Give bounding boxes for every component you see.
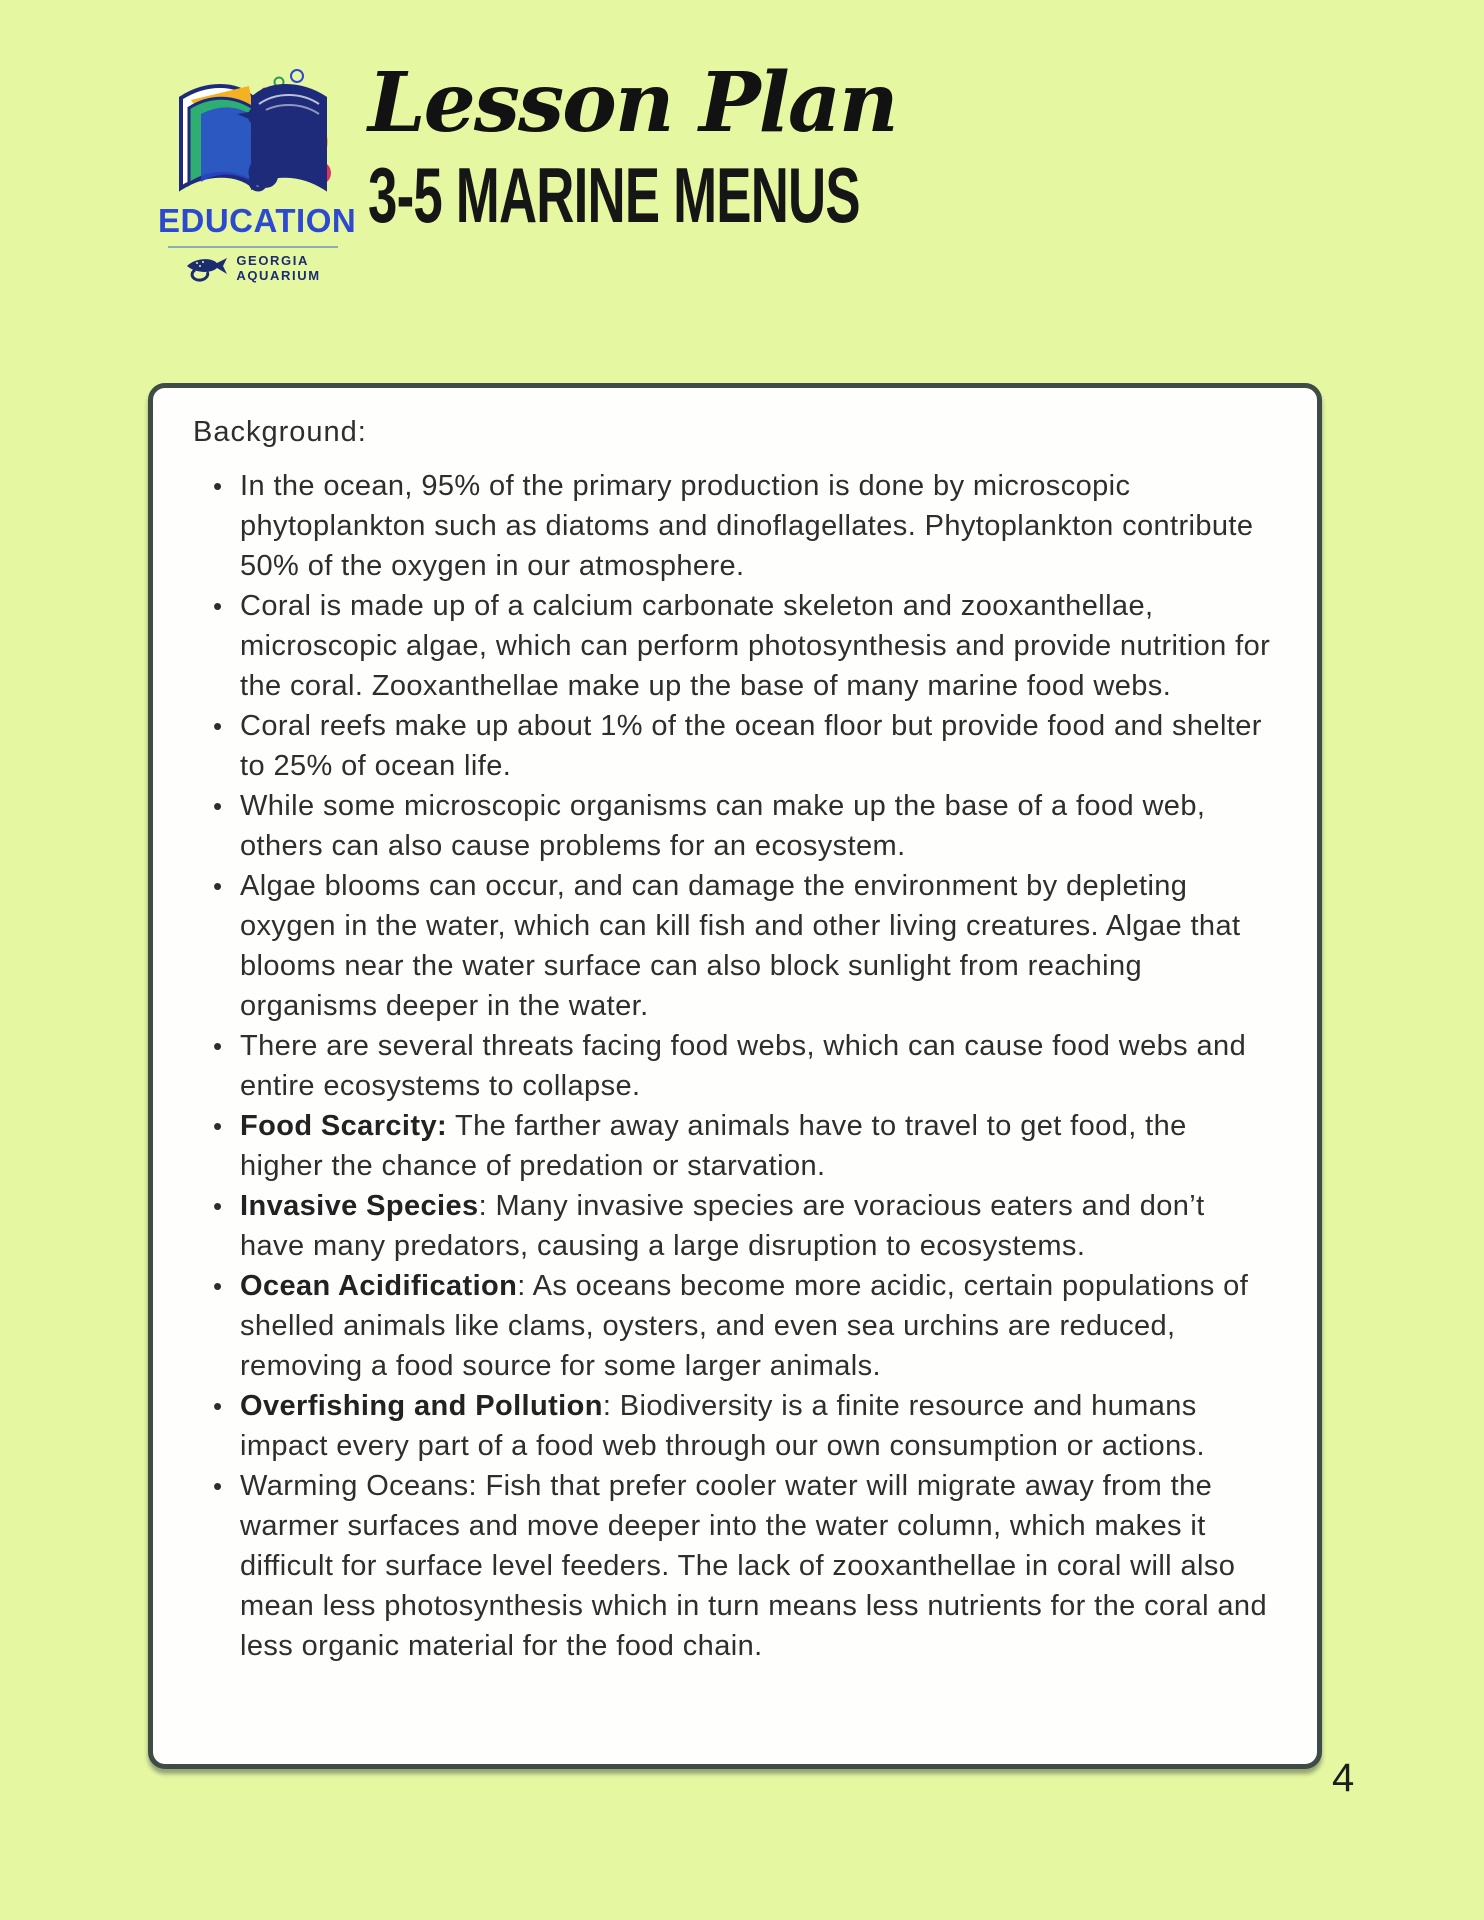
education-logo bbox=[158, 68, 357, 284]
bullet-bold-label: Ocean Acidification bbox=[240, 1270, 518, 1302]
bullet-item: • Overfishing and Pollution: Biodiversity is a finite resource and humans impact every part of a food web through our own consumption or actions. bbox=[193, 1386, 1277, 1466]
background-content-box bbox=[148, 383, 1322, 1769]
bullet-item: • Food Scarcity: The farther away animals have to travel to get food, the higher the chance of predation or starvation. bbox=[193, 1106, 1277, 1186]
page-number: 4 bbox=[1332, 1756, 1355, 1800]
whale-shark-icon bbox=[185, 254, 229, 284]
bullet-item: • In the ocean, 95% of the primary production is done by microscopic phytoplankton such as diatoms and dinoflagellates. Phytoplankton contribute 50% of the oxygen in our atmosphere. bbox=[193, 466, 1277, 586]
logo-divider bbox=[168, 246, 338, 248]
brand-line2: AQUARIUM bbox=[236, 268, 321, 283]
bullet-item: • Coral reefs make up about 1% of the ocean floor but provide food and shelter to 25% of ocean life. bbox=[193, 706, 1277, 786]
bullet-bold-label: Overfishing and Pollution bbox=[240, 1390, 603, 1422]
background-heading: Background: bbox=[193, 416, 367, 448]
open-book-icon bbox=[161, 68, 345, 198]
bullet-item: • While some microscopic organisms can make up the base of a food web, others can also cause problems for an ecosystem. bbox=[193, 786, 1277, 866]
brand-line1: GEORGIA bbox=[236, 253, 309, 269]
bullet-item: • Invasive Species: Many invasive species are voracious eaters and don’t have many predators, causing a large disruption to ecosystems. bbox=[193, 1186, 1277, 1266]
education-label: EDUCATION bbox=[158, 202, 357, 239]
marine-menus-title: 3-5 MARINE MENUS bbox=[368, 151, 860, 239]
bullet-item: • There are several threats facing food webs, which can cause food webs and entire ecosystems to collapse. bbox=[193, 1026, 1277, 1106]
georgia-aquarium-brand bbox=[158, 254, 348, 284]
lesson-plan-title: Lesson Plan bbox=[368, 55, 897, 151]
bullet-item: • Ocean Acidification: As oceans become more acidic, certain populations of shelled animals like clams, oysters, and even sea urchins are reduced, removing a food source for some larger animals. bbox=[193, 1266, 1277, 1386]
background-list bbox=[193, 466, 1277, 1666]
bullet-item: • Coral is made up of a calcium carbonate skeleton and zooxanthellae, microscopic algae, which can perform photosynthesis and provide nutrition for the coral. Zooxanthellae make up the base of many marine food webs. bbox=[193, 586, 1277, 706]
bullet-item: • Warming Oceans: Fish that prefer cooler water will migrate away from the warmer surfaces and move deeper into the water column, which makes it difficult for surface level feeders. The lack of zooxanthellae in coral will also mean less photosynthesis which in turn means less nutrients for the coral and less organic material for the food chain. bbox=[193, 1466, 1277, 1666]
bullet-bold-label: Invasive Species bbox=[240, 1190, 479, 1222]
bullet-item: • Algae blooms can occur, and can damage the environment by depleting oxygen in the water, which can kill fish and other living creatures. Algae that blooms near the water surface can also block sunlight from reaching organisms deeper in the water. bbox=[193, 866, 1277, 1026]
bullet-bold-label: Food Scarcity: bbox=[240, 1110, 448, 1142]
page-title bbox=[368, 55, 983, 239]
